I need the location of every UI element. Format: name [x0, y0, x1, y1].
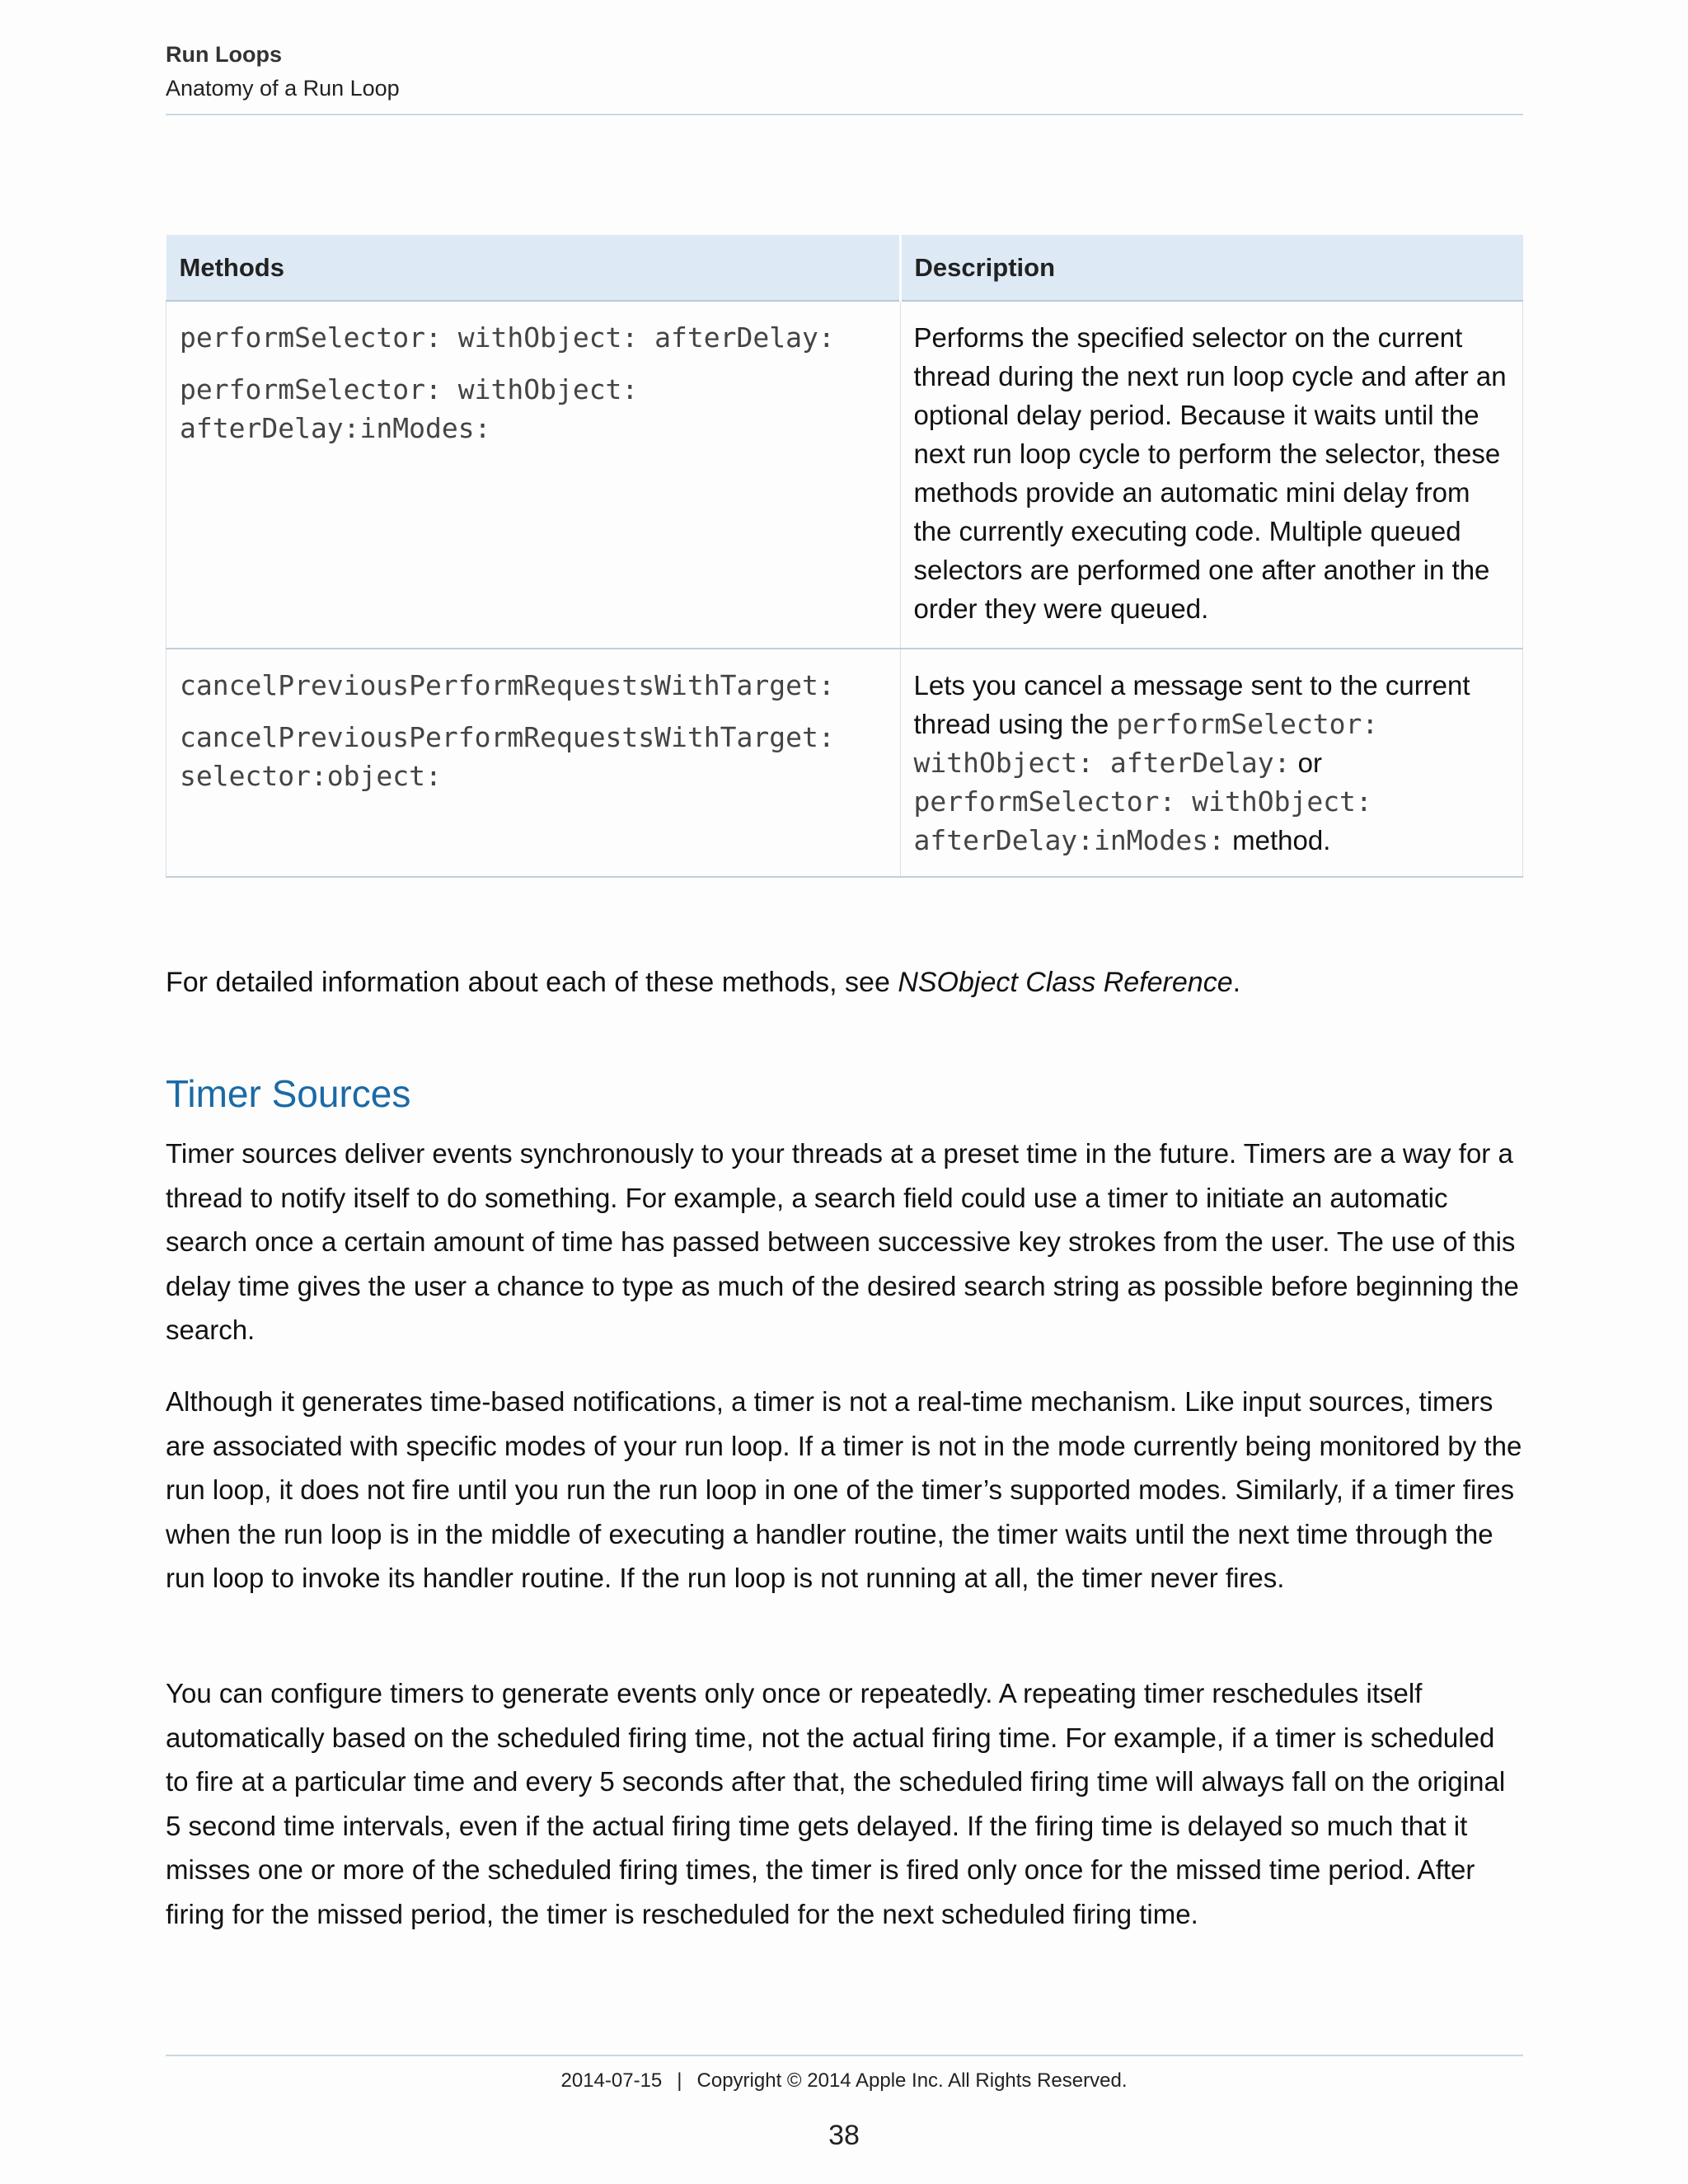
footer [0, 2064, 1688, 2097]
chapter-title: Run Loops [166, 42, 282, 67]
description-text: Lets you cancel a message sent to the current thread using the [913, 670, 1470, 739]
description-cell [900, 649, 1523, 877]
header-divider [166, 114, 1523, 115]
method-name: cancelPreviousPerformRequestsWithTarget: [180, 669, 835, 701]
table-row [166, 649, 1523, 877]
method-name: cancelPreviousPerformRequestsWithTarget: selector:object: [180, 721, 835, 792]
method-name: performSelector: withObject: afterDelay: [180, 321, 835, 354]
column-header-description: Description [900, 235, 1523, 301]
table-header-row [166, 235, 1523, 301]
inline-code: performSelector: withObject: afterDelay: [913, 708, 1379, 779]
paragraph: You can configure timers to generate events only once or repeatedly. A repeating timer reschedules itself automatically based on the scheduled firing time, not the actual firing time. For example, if a timer is scheduled to fire at a particular time and every 5 seconds after that, the scheduled firing time will always fall on the original 5 second time intervals, even if the actual firing time gets delayed. If the firing time is delayed so much that it misses one or more of the scheduled firing times, the timer is fired only once for the missed time period. After firing for the missed period, the timer is rescheduled for the next scheduled firing time. [166, 1678, 1506, 1929]
paragraph: Timer sources deliver events synchronously to your threads at a preset time in the future. Timers are a way for a thread to notify itself to do something. For example, a search field could use a timer to initiate an automatic search once a certain amount of time has passed between successive key strokes from the user. The use of this delay time gives the user a chance to type as much of the desired search string as possible before beginning the search. [166, 1138, 1519, 1345]
footer-copyright: Copyright © 2014 Apple Inc. All Rights Reserved. [696, 2069, 1128, 2092]
page-number: 38 [828, 2120, 860, 2151]
reference-link[interactable]: NSObject Class Reference [898, 967, 1233, 998]
paragraph: Although it generates time-based notifications, a timer is not a real-time mechanism. Like input sources, timers are associated with specific modes of your run loop. If a timer is not in the mode currently being monitored by the run loop, it does not fire until you run the run loop in one of the timer’s supported modes. Similarly, if a timer fires when the run loop is in the middle of executing a handler routine, the timer waits until the next time through the run loop to invoke its handler routine. If the run loop is not running at all, the timer never fires. [166, 1386, 1522, 1593]
methods-table [166, 235, 1523, 878]
footer-divider [166, 2055, 1523, 2056]
footer-date: 2014-07-15 [560, 2069, 663, 2092]
method-name: performSelector: withObject: afterDelay:inModes: [180, 373, 639, 444]
methods-cell [166, 649, 901, 877]
reference-sentence: For detailed information about each of these methods, see NSObject Class Reference. [166, 967, 1241, 998]
section-title: Anatomy of a Run Loop [166, 76, 400, 101]
description-cell: Performs the specified selector on the current thread during the next run loop cycle and after an optional delay period. Because it waits until the next run loop cycle to perform the selector, these methods provide an automatic mini delay from the currently executing code. Multiple queued selectors are performed one after another in the order they were queued. [900, 301, 1523, 649]
footer-separator: | [677, 2069, 682, 2092]
description-text: method. [1225, 825, 1331, 855]
column-header-methods: Methods [166, 235, 901, 301]
inline-code: performSelector: withObject: afterDelay:inModes: [913, 785, 1372, 856]
table-row [166, 301, 1523, 649]
running-header [166, 38, 1523, 105]
description-text: or [1290, 748, 1322, 778]
section-heading: Timer Sources [166, 1072, 411, 1115]
methods-cell [166, 301, 901, 649]
